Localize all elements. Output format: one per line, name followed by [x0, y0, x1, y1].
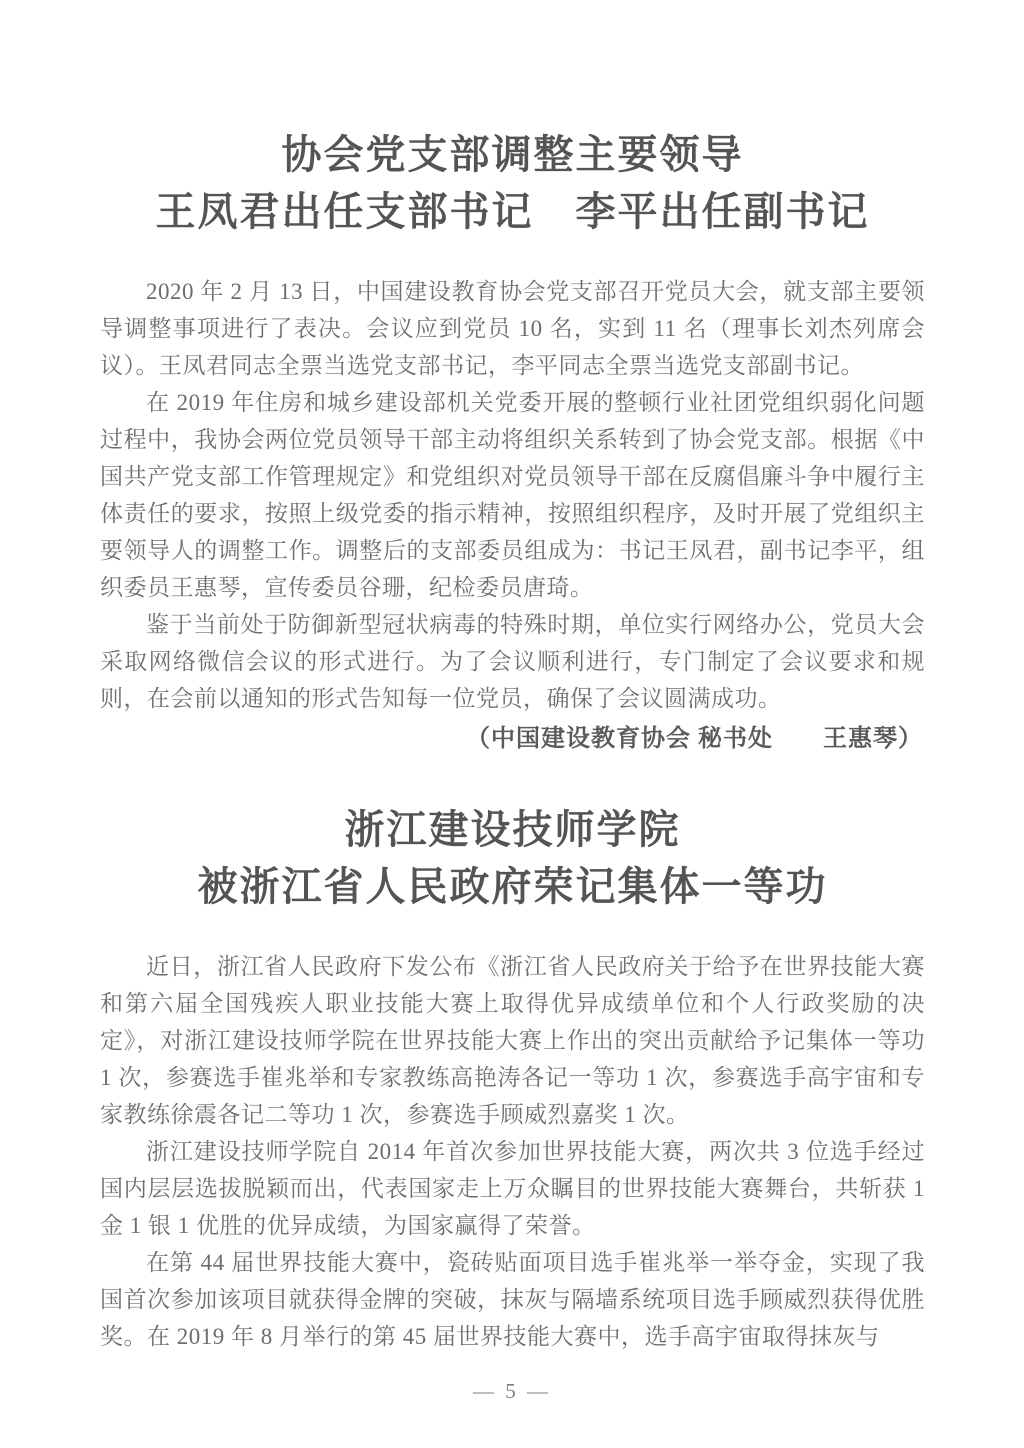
- article-2-title-line-1: 浙江建设技师学院: [344, 807, 681, 852]
- article-2-paragraph-2: 浙江建设技师学院自 2014 年首次参加世界技能大赛，两次共 3 位选手经过国内层层选拔脱颖而出，代表国家走上万众瞩目的世界技能大赛舞台，共斩获 1 金 1 银 1 优胜的优异成绩，为国家赢得了荣誉。: [100, 1139, 925, 1238]
- article-party-branch-leadership: [100, 126, 925, 759]
- article-zhejiang-college-honor: [100, 801, 925, 1355]
- article-1-body: [100, 273, 925, 759]
- article-1-title: [100, 126, 925, 240]
- article-1-signature: （中国建设教育协会 秘书处 王惠琴）: [466, 726, 923, 752]
- article-2-title-line-2: 被浙江省人民政府荣记集体一等功: [197, 864, 828, 909]
- article-1-paragraph-3: 鉴于当前处于防御新型冠状病毒的特殊时期，单位实行网络办公，党员大会采取网络微信会议的形式进行。为了会议顺利进行，专门制定了会议要求和规则，在会前以通知的形式告知每一位党员，确保了会议圆满成功。: [100, 612, 925, 711]
- article-2-title: [100, 801, 925, 915]
- article-1-title-line-2: 王凤君出任支部书记 李平出任副书记: [155, 189, 870, 234]
- article-1-paragraph-2: 在 2019 年住房和城乡建设部机关党委开展的整顿行业社团党组织弱化问题过程中，我协会两位党员领导干部主动将组织关系转到了协会党支部。根据《中国共产党支部工作管理规定》和党组织对党员领导干部在反腐倡廉斗争中履行主体责任的要求，按照上级党委的指示精神，按照组织程序，及时开展了党组织主要领导人的调整工作。调整后的支部委员组成为：书记王凤君，副书记李平，组织委员王惠琴，宣传委员谷珊，纪检委员唐琦。: [100, 390, 925, 600]
- article-2-body: [100, 948, 925, 1355]
- article-2-paragraph-3: 在第 44 届世界技能大赛中，瓷砖贴面项目选手崔兆举一举夺金，实现了我国首次参加该项目就获得金牌的突破，抹灰与隔墙系统项目选手顾威烈获得优胜奖。在 2019 年 8 月举行的第 45 届世界技能大赛中，选手高宇宙取得抹灰与: [100, 1250, 925, 1349]
- article-2-paragraph-1: 近日，浙江省人民政府下发公布《浙江省人民政府关于给予在世界技能大赛和第六届全国残疾人职业技能大赛上取得优异成绩单位和个人行政奖励的决定》，对浙江建设技师学院在世界技能大赛上作出的突出贡献给予记集体一等功 1 次，参赛选手崔兆举和专家教练高艳涛各记一等功 1 次，参赛选手高宇宙和专家教练徐震各记二等功 1 次，参赛选手顾威烈嘉奖 1 次。: [100, 954, 925, 1127]
- article-1-title-line-1: 协会党支部调整主要领导: [281, 132, 744, 177]
- page-footer: [0, 1379, 1024, 1404]
- page-number: — 5 —: [473, 1379, 551, 1403]
- article-1-paragraph-1: 2020 年 2 月 13 日，中国建设教育协会党支部召开党员大会，就支部主要领导调整事项进行了表决。会议应到党员 10 名，实到 11 名（理事长刘杰列席会议）。王凤君同志全票当选党支部书记，李平同志全票当选党支部副书记。: [100, 279, 925, 378]
